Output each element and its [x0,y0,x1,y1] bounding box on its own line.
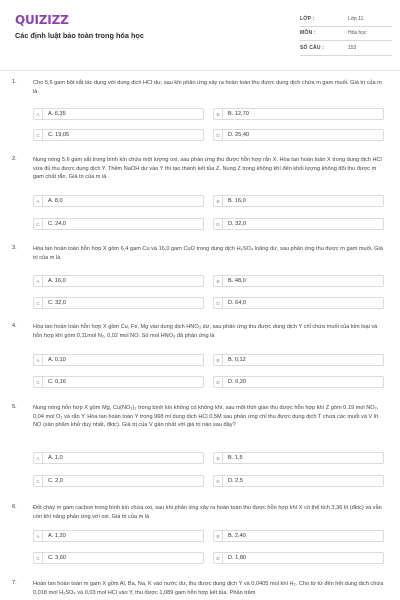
option-text: C. 3,60 [48,555,67,561]
option-a[interactable] [33,530,204,542]
option-d[interactable] [213,297,384,309]
question-text: Hòa tan hoàn toàn hỗn hợp X gồm Cu, Fe, Mg vào dung dịch HNO₃ dư, sau phản ứng thu được dung dịch Y chỉ chứa muối của kim loại và hỗn hợp khí gồm 0,11mol N₂, 0,02 mol NO. Số mol HNO₃ đã phản ứng là [33,324,378,339]
option-letter: B [214,453,223,463]
question-number: 3. [12,245,17,251]
question-text: Hòa tan hoàn toàn hỗn hợp X gồm 6,4 gam Cu và 16,0 gam CuO trong dung dịch H₂SO₄ loãng dư, sau phản ứng thu được m gam muối. Giá trị của m là [33,246,383,261]
option-a[interactable] [33,275,204,287]
option-letter: C [34,553,43,563]
option-d[interactable] [213,475,384,487]
option-text: B. 48,0 [228,278,246,284]
meta-row-class [300,12,392,27]
question-text: Nung nóng hỗn hợp X gồm Mg, Cu(NO₃)₂ trong bình kín không có không khí, sau một thời gian thu được hỗn hợp khí Z gồm 0,19 mol NO₂, 0,04 mol O₂ và rắn Y. Hòa tan hoàn toàn Y trong 968 ml dung dịch HCl 0,5M sau phản ứng chỉ thu được dung dịch T chứa các muối và V lít NO (sản phẩm khử duy nhất, đktc). Giá trị của V gần nhất với giá trị nào sau đây? [33,405,379,429]
option-letter: C [34,377,43,387]
option-text: A. 1,20 [48,533,66,539]
option-a[interactable] [33,195,204,207]
option-letter: B [214,276,223,286]
meta-value: 153 [348,44,357,51]
question-text: Hoàn tan hoàn toàn m gam X gồm Al, Ba, Na, K vào nước dư, thu được dung dịch Y và 0,0405 mol khí H₂. Cho từ từ đến hết dung dịch chứa 0,018 mol H₂SO₄ và 0,03 mol HCl vào Y, thu được 1,089 gam hỗn hợp kết tủa. Phần trăm [33,581,384,596]
option-text: A. 8,0 [48,198,63,204]
option-c[interactable] [33,552,204,564]
option-text: D. 64,0 [228,300,247,306]
option-text: B. 0,12 [228,357,246,363]
option-letter: A [34,109,43,119]
meta-row-subject [300,27,392,42]
option-d[interactable] [213,552,384,564]
option-text: A. 16,0 [48,278,66,284]
option-letter: A [34,355,43,365]
question-number: 4. [12,323,17,329]
option-a[interactable] [33,354,204,366]
option-letter: A [34,453,43,463]
option-c[interactable] [33,376,204,388]
meta-value: Hóa học [348,30,367,37]
option-letter: A [34,276,43,286]
option-text: D. 25,40 [228,132,250,138]
meta-row-count [300,41,392,56]
meta-table [300,12,392,56]
option-text: C. 19,05 [48,132,70,138]
option-letter: D [214,298,223,308]
option-text: D. 32,0 [228,221,247,227]
quizizz-logo: QUIZIZZ [15,13,69,27]
option-c[interactable] [33,475,204,487]
option-text: D. 1,80 [228,555,247,561]
question-number: 1. [12,79,17,85]
header-divider [0,70,400,71]
meta-value: Lớp 11 [348,15,364,22]
meta-key: LỚP : [300,15,315,22]
page-title: Các định luật bảo toàn trong hóa học [15,31,144,40]
option-letter: C [34,298,43,308]
option-text: A. 1,0 [48,455,63,461]
option-letter: D [214,553,223,563]
option-b[interactable] [213,195,384,207]
option-letter: A [34,196,43,206]
question-text: Nung nóng 5,6 gam sắt trong bình kín chứa một lượng oxi, sau phản ứng thu được hỗn hợp rắn X. Hòa tan hoàn toàn X trong dung dịch HCl vừa đủ thu được dung dịch Y. Thêm NaOH dư vào Y thì tạo thành kết tủa Z. Nung Z trong không khí đến khối lượng không đổi thu được m gam chất rắn. Giá trị của m là [33,157,382,181]
question-number: 6. [12,504,17,510]
option-letter: B [214,531,223,541]
option-c[interactable] [33,297,204,309]
option-text: C. 0,16 [48,379,67,385]
question-number: 2. [12,156,17,162]
option-text: C. 2,0 [48,478,63,484]
option-b[interactable] [213,452,384,464]
meta-key: SỐ CÂU : [300,44,325,51]
option-c[interactable] [33,129,204,141]
option-d[interactable] [213,129,384,141]
option-letter: B [214,109,223,119]
question-text: Cho 5,6 gam bột sắt tác dụng với dung dịch HCl dư, sau khi phản ứng xảy ra hoàn toàn thu được dung dịch chứa m gam muối. Giá trị của m là [33,80,382,95]
document-header [0,0,400,64]
option-letter: D [214,219,223,229]
option-d[interactable] [213,218,384,230]
option-text: B. 1,5 [228,455,243,461]
option-a[interactable] [33,452,204,464]
option-b[interactable] [213,354,384,366]
option-b[interactable] [213,108,384,120]
option-b[interactable] [213,275,384,287]
question-text: Đốt cháy m gam cacbon trong bình kín chứa oxi, sau khi phản ứng xảy ra hoàn toàn thu được hỗn hợp khí X có thể tích 3,36 lít (đktc) và vẫn còn khí năng phản ứng với oxi. Giá trị của m là [33,505,382,520]
option-text: B. 12,70 [228,111,249,117]
option-letter: C [34,219,43,229]
option-text: C. 24,0 [48,221,67,227]
option-letter: A [34,531,43,541]
option-text: B. 2,40 [228,533,246,539]
option-letter: D [214,476,223,486]
option-letter: D [214,377,223,387]
option-text: D. 2,5 [228,478,243,484]
meta-key: MÔN : [300,30,316,37]
option-a[interactable] [33,108,204,120]
option-text: B. 16,0 [228,198,246,204]
option-b[interactable] [213,530,384,542]
option-text: A. 6,35 [48,111,66,117]
option-c[interactable] [33,218,204,230]
option-letter: B [214,196,223,206]
option-letter: C [34,130,43,140]
option-letter: B [214,355,223,365]
question-number: 5. [12,404,17,410]
option-text: D. 0,20 [228,379,247,385]
option-text: A. 0,10 [48,357,66,363]
option-letter: C [34,476,43,486]
question-number: 7. [12,580,17,586]
option-text: C. 32,0 [48,300,67,306]
option-letter: D [214,130,223,140]
option-d[interactable] [213,376,384,388]
